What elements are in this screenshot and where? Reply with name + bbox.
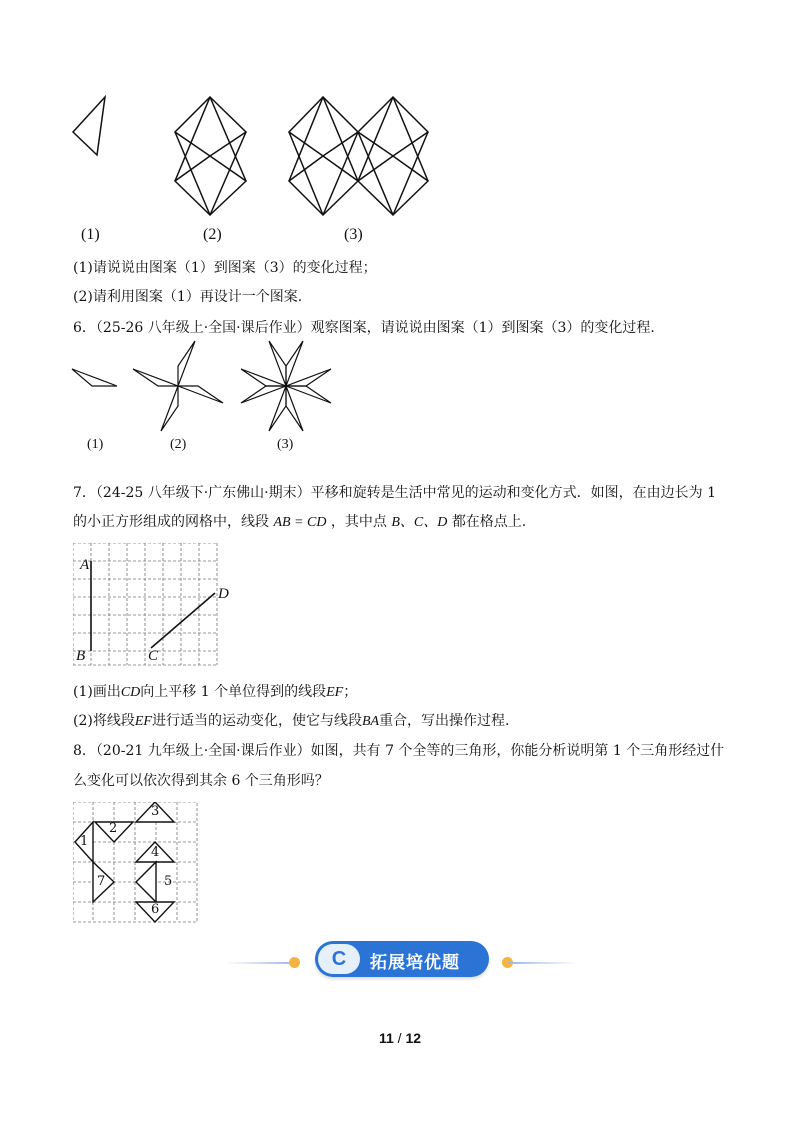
page-separator: / [397,1030,402,1046]
banner-dot-left [289,957,300,968]
q6-pattern1 [72,369,117,386]
tri-label-5: 5 [164,874,173,889]
q8-figure [73,802,203,926]
banner-letter: C [331,948,347,970]
label-d: D [218,586,229,602]
tri-label-3: 3 [151,804,160,819]
banner-letter-badge [318,944,360,974]
q5-sub1: (1)请说说由图案（1）到图案（3）的变化过程； [73,260,377,276]
tri-label-7: 7 [97,874,106,889]
page-current: 11 [378,1030,394,1046]
tri-label-6: 6 [151,902,160,917]
q6-text: 6．（25-26 八年级上·全国·课后作业）观察图案，请说说由图案（1）到图案（3）的变化过程. [73,320,655,336]
tri-label-4: 4 [151,845,160,860]
q6-caption-2: (2) [170,437,187,452]
label-b: B [76,648,86,664]
pattern3-caption: (3) [344,226,363,243]
q6-caption-3: (3) [277,437,294,452]
q7-sub2: (2)将线段EF进行适当的运动变化，使它与线段BA重合，写出操作过程. [73,713,510,729]
segment-cd [151,593,215,648]
q5-figure [60,85,460,225]
banner-line-left [225,962,295,964]
q8-line1: 8．（20-21 九年级上·全国·课后作业）如图，共有 7 个全等的三角形，你能分析说明第 1 个三角形经过什 [73,743,725,759]
label-c: C [148,648,159,664]
q5-sub2: (2)请利用图案（1）再设计一个图案. [73,289,303,305]
tri-label-1: 1 [80,834,89,849]
triangle-5 [136,862,156,902]
tri-label-2: 2 [109,821,118,836]
page-total: 12 [405,1030,422,1046]
pattern3 [289,97,428,215]
q6-caption-1: (1) [87,437,104,452]
section-banner [315,941,489,977]
pattern1-triangle [73,97,105,155]
label-a: A [80,557,90,573]
q6-pattern3 [241,341,331,431]
q7-line1: 7．（24-25 八年级下·广东佛山·期末）平移和旋转是生活中常见的运动和变化方式．如图，在由边长为 1 [73,485,716,501]
pattern2-caption: (2) [203,226,222,243]
pattern2 [175,97,246,215]
q6-pattern2 [133,341,223,431]
page-number [0,1030,800,1046]
q6-figure [60,338,350,438]
banner-line-right [508,962,578,964]
q7-line2: 的小正方形组成的网格中，线段 AB = CD ，其中点 B、C、D 都在格点上. [73,514,527,530]
q8-line2: 么变化可以依次得到其余 6 个三角形吗？ [73,773,329,789]
pattern1-caption: (1) [81,226,100,243]
banner-title: 拓展培优题 [370,953,460,973]
q7-sub1: (1)画出CD向上平移 1 个单位得到的线段EF； [73,684,358,700]
q7-ab-eq-cd: AB = CD [273,515,327,530]
q7-points: B、C、D [391,515,448,530]
